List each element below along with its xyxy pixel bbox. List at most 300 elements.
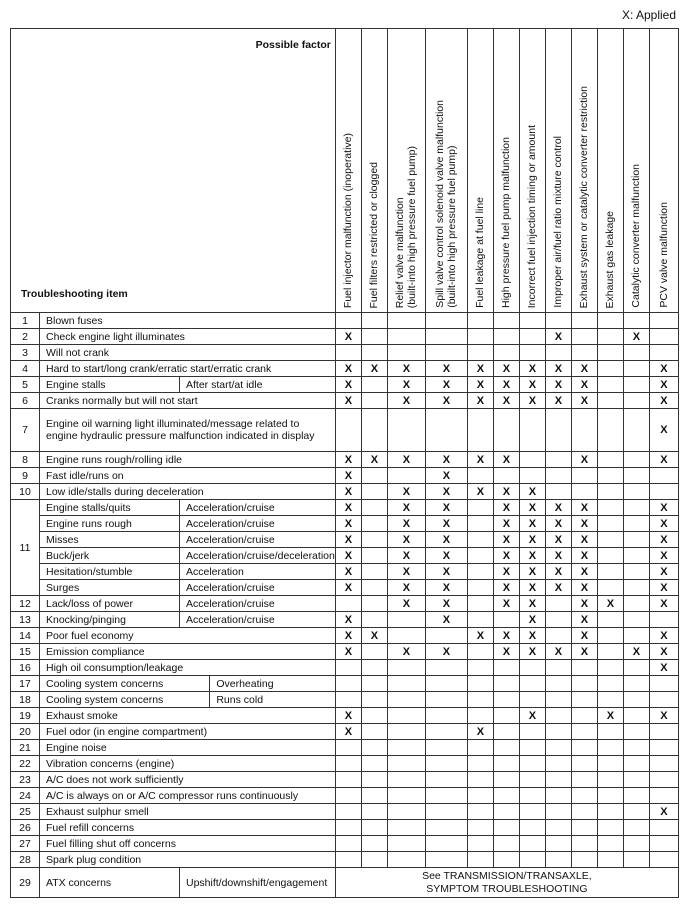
factor-label: Fuel injector malfunction (inoperative) — [342, 132, 355, 308]
mark-cell — [519, 804, 545, 820]
mark-cell — [519, 660, 545, 676]
condition: Acceleration/cruise — [180, 612, 336, 628]
mark-cell: X — [467, 361, 493, 377]
mark-cell: X — [545, 580, 571, 596]
mark-cell — [623, 628, 649, 644]
mark-cell — [335, 852, 361, 868]
mark-cell — [361, 468, 387, 484]
mark-cell — [649, 836, 678, 852]
mark-cell — [467, 756, 493, 772]
troubleshooting-item: Engine runs rough — [40, 516, 180, 532]
mark-cell — [649, 724, 678, 740]
mark-cell — [623, 452, 649, 468]
mark-cell — [519, 820, 545, 836]
mark-cell — [493, 329, 519, 345]
mark-cell — [467, 409, 493, 452]
mark-cell: X — [571, 500, 597, 516]
mark-cell: X — [387, 596, 425, 612]
mark-cell — [387, 345, 425, 361]
mark-cell — [597, 313, 623, 329]
troubleshooting-item: A/C does not work sufficiently — [40, 772, 336, 788]
mark-cell — [387, 468, 425, 484]
mark-cell — [545, 409, 571, 452]
mark-cell — [597, 756, 623, 772]
table-row — [11, 612, 679, 628]
mark-cell — [387, 708, 425, 724]
mark-cell: X — [519, 500, 545, 516]
troubleshooting-item: Engine noise — [40, 740, 336, 756]
mark-cell — [571, 804, 597, 820]
mark-cell — [425, 676, 467, 692]
mark-cell — [597, 788, 623, 804]
table-row — [11, 377, 679, 393]
table-row — [11, 836, 679, 852]
mark-cell — [361, 772, 387, 788]
table-row — [11, 361, 679, 377]
mark-cell: X — [519, 548, 545, 564]
mark-cell — [425, 409, 467, 452]
mark-cell — [467, 644, 493, 660]
table-row — [11, 804, 679, 820]
mark-cell — [649, 756, 678, 772]
mark-cell: X — [335, 644, 361, 660]
mark-cell — [387, 313, 425, 329]
row-number: 7 — [11, 409, 40, 452]
mark-cell: X — [493, 484, 519, 500]
mark-cell — [519, 836, 545, 852]
condition: Acceleration/cruise — [180, 500, 336, 516]
troubleshooting-item: Blown fuses — [40, 313, 336, 329]
mark-cell — [387, 756, 425, 772]
row-number: 26 — [11, 820, 40, 836]
mark-cell: X — [571, 377, 597, 393]
mark-cell — [649, 676, 678, 692]
factor-header-12 — [649, 29, 678, 313]
condition: Acceleration/cruise — [180, 580, 336, 596]
mark-cell — [361, 660, 387, 676]
mark-cell: X — [493, 628, 519, 644]
table-row — [11, 676, 679, 692]
mark-cell — [545, 628, 571, 644]
mark-cell — [519, 452, 545, 468]
table-row — [11, 409, 679, 452]
troubleshooting-item: Misses — [40, 532, 180, 548]
row-number: 5 — [11, 377, 40, 393]
table-row — [11, 468, 679, 484]
mark-cell: X — [425, 361, 467, 377]
troubleshooting-item: Emission compliance — [40, 644, 336, 660]
mark-cell — [467, 660, 493, 676]
row-number: 15 — [11, 644, 40, 660]
mark-cell — [623, 708, 649, 724]
mark-cell — [623, 548, 649, 564]
mark-cell: X — [545, 377, 571, 393]
troubleshooting-item: Engine stalls/quits — [40, 500, 180, 516]
factor-header-9 — [571, 29, 597, 313]
mark-cell: X — [571, 393, 597, 409]
mark-cell — [387, 724, 425, 740]
mark-cell — [493, 772, 519, 788]
factor-label: Improper air/fuel ratio mixture control — [552, 136, 565, 308]
mark-cell — [425, 313, 467, 329]
mark-cell — [467, 804, 493, 820]
troubleshooting-item: Will not crank — [40, 345, 336, 361]
mark-cell: X — [649, 628, 678, 644]
mark-cell: X — [493, 548, 519, 564]
mark-cell: X — [649, 644, 678, 660]
mark-cell: X — [571, 548, 597, 564]
row-number: 6 — [11, 393, 40, 409]
mark-cell — [425, 724, 467, 740]
mark-cell: X — [425, 393, 467, 409]
mark-cell — [493, 820, 519, 836]
row-number: 16 — [11, 660, 40, 676]
troubleshooting-item: Cranks normally but will not start — [40, 393, 336, 409]
troubleshooting-item: Spark plug condition — [40, 852, 336, 868]
mark-cell — [597, 361, 623, 377]
mark-cell: X — [425, 516, 467, 532]
factor-label: PCV valve malfunction — [657, 202, 670, 308]
table-row — [11, 548, 679, 564]
condition: After start/at idle — [180, 377, 336, 393]
mark-cell: X — [545, 393, 571, 409]
mark-cell — [387, 804, 425, 820]
mark-cell — [361, 676, 387, 692]
mark-cell: X — [571, 564, 597, 580]
mark-cell — [623, 756, 649, 772]
mark-cell: X — [467, 377, 493, 393]
mark-cell — [545, 788, 571, 804]
mark-cell — [597, 393, 623, 409]
mark-cell: X — [387, 500, 425, 516]
condition: Acceleration/cruise — [180, 516, 336, 532]
mark-cell — [545, 345, 571, 361]
mark-cell — [493, 740, 519, 756]
mark-cell — [519, 676, 545, 692]
table-row — [11, 329, 679, 345]
mark-cell — [467, 708, 493, 724]
mark-cell: X — [425, 580, 467, 596]
mark-cell: X — [335, 452, 361, 468]
row-number: 8 — [11, 452, 40, 468]
mark-cell — [361, 644, 387, 660]
mark-cell — [467, 692, 493, 708]
mark-cell — [649, 852, 678, 868]
mark-cell: X — [335, 548, 361, 564]
mark-cell: X — [623, 329, 649, 345]
mark-cell — [597, 740, 623, 756]
mark-cell: X — [571, 452, 597, 468]
table-row — [11, 708, 679, 724]
mark-cell — [571, 484, 597, 500]
mark-cell — [361, 804, 387, 820]
mark-cell — [571, 409, 597, 452]
mark-cell — [467, 740, 493, 756]
troubleshooting-item: Engine oil warning light illuminated/message related to engine hydraulic pressure malfunction indicated in display — [40, 409, 336, 452]
condition: Runs cold — [210, 692, 336, 708]
condition: Upshift/downshift/engagement — [180, 868, 336, 898]
row-number: 18 — [11, 692, 40, 708]
mark-cell — [597, 692, 623, 708]
mark-cell — [467, 313, 493, 329]
header-row — [11, 29, 679, 313]
mark-cell — [597, 452, 623, 468]
row-number: 24 — [11, 788, 40, 804]
row-number: 23 — [11, 772, 40, 788]
mark-cell: X — [335, 500, 361, 516]
mark-cell — [425, 820, 467, 836]
mark-cell: X — [335, 377, 361, 393]
mark-cell — [493, 852, 519, 868]
mark-cell: X — [387, 361, 425, 377]
mark-cell — [335, 596, 361, 612]
row-number: 28 — [11, 852, 40, 868]
mark-cell: X — [519, 580, 545, 596]
row-number: 13 — [11, 612, 40, 628]
mark-cell: X — [545, 644, 571, 660]
mark-cell — [335, 788, 361, 804]
mark-cell — [545, 452, 571, 468]
mark-cell — [467, 772, 493, 788]
mark-cell: X — [545, 500, 571, 516]
row-number: 25 — [11, 804, 40, 820]
mark-cell — [597, 345, 623, 361]
mark-cell — [597, 612, 623, 628]
row-number: 4 — [11, 361, 40, 377]
mark-cell: X — [387, 644, 425, 660]
mark-cell — [597, 409, 623, 452]
row-number: 17 — [11, 676, 40, 692]
mark-cell: X — [519, 484, 545, 500]
troubleshooting-item: Lack/loss of power — [40, 596, 180, 612]
mark-cell — [545, 804, 571, 820]
mark-cell: X — [387, 377, 425, 393]
mark-cell: X — [545, 329, 571, 345]
mark-cell: X — [597, 596, 623, 612]
mark-cell — [571, 468, 597, 484]
mark-cell: X — [571, 516, 597, 532]
mark-cell: X — [649, 708, 678, 724]
mark-cell — [467, 596, 493, 612]
mark-cell — [649, 788, 678, 804]
mark-cell — [597, 644, 623, 660]
factor-header-2 — [361, 29, 387, 313]
mark-cell: X — [467, 628, 493, 644]
mark-cell: X — [493, 596, 519, 612]
mark-cell: X — [425, 500, 467, 516]
mark-cell — [623, 393, 649, 409]
mark-cell — [387, 676, 425, 692]
mark-cell — [387, 329, 425, 345]
mark-cell — [493, 756, 519, 772]
mark-cell: X — [649, 409, 678, 452]
mark-cell — [467, 564, 493, 580]
mark-cell — [519, 313, 545, 329]
mark-cell — [649, 692, 678, 708]
mark-cell: X — [519, 532, 545, 548]
mark-cell — [425, 740, 467, 756]
mark-cell — [545, 756, 571, 772]
mark-cell — [387, 409, 425, 452]
mark-cell — [361, 409, 387, 452]
troubleshooting-item: Cooling system concerns — [40, 676, 210, 692]
mark-cell — [467, 580, 493, 596]
mark-cell — [649, 345, 678, 361]
mark-cell: X — [467, 393, 493, 409]
mark-cell: X — [493, 452, 519, 468]
mark-cell — [493, 788, 519, 804]
mark-cell — [571, 740, 597, 756]
mark-cell: X — [335, 532, 361, 548]
mark-cell — [649, 484, 678, 500]
table-row — [11, 516, 679, 532]
troubleshooting-item: Fuel refill concerns — [40, 820, 336, 836]
table-row — [11, 724, 679, 740]
mark-cell — [545, 313, 571, 329]
factor-label: Fuel leakage at fuel line — [474, 197, 487, 308]
mark-cell — [387, 836, 425, 852]
mark-cell — [623, 377, 649, 393]
mark-cell — [649, 468, 678, 484]
mark-cell: X — [335, 516, 361, 532]
mark-cell: X — [387, 452, 425, 468]
mark-cell — [519, 468, 545, 484]
mark-cell — [571, 724, 597, 740]
mark-cell — [519, 788, 545, 804]
mark-cell — [361, 484, 387, 500]
mark-cell: X — [335, 708, 361, 724]
mark-cell — [467, 820, 493, 836]
mark-cell — [597, 852, 623, 868]
mark-cell: X — [335, 628, 361, 644]
mark-cell: X — [387, 580, 425, 596]
mark-cell — [361, 612, 387, 628]
mark-cell — [623, 532, 649, 548]
table-row — [11, 852, 679, 868]
mark-cell — [597, 484, 623, 500]
troubleshooting-item: Cooling system concerns — [40, 692, 210, 708]
mark-cell — [545, 852, 571, 868]
mark-cell — [571, 836, 597, 852]
mark-cell — [467, 676, 493, 692]
mark-cell — [361, 756, 387, 772]
mark-cell: X — [335, 580, 361, 596]
mark-cell: X — [335, 393, 361, 409]
factor-label: Catalytic converter malfunction — [630, 164, 643, 308]
mark-cell: X — [425, 377, 467, 393]
mark-cell: X — [335, 329, 361, 345]
table-row — [11, 345, 679, 361]
mark-cell — [335, 740, 361, 756]
mark-cell: X — [649, 452, 678, 468]
mark-cell — [545, 708, 571, 724]
troubleshooting-item: Fuel filling shut off concerns — [40, 836, 336, 852]
mark-cell: X — [545, 532, 571, 548]
mark-cell — [361, 692, 387, 708]
mark-cell — [649, 612, 678, 628]
mark-cell — [361, 564, 387, 580]
mark-cell — [361, 596, 387, 612]
mark-cell — [519, 409, 545, 452]
mark-cell — [519, 345, 545, 361]
mark-cell — [623, 409, 649, 452]
mark-cell — [545, 740, 571, 756]
table-row — [11, 788, 679, 804]
mark-cell — [623, 836, 649, 852]
mark-cell — [493, 804, 519, 820]
mark-cell: X — [649, 548, 678, 564]
mark-cell — [545, 772, 571, 788]
mark-cell — [335, 804, 361, 820]
mark-cell — [623, 361, 649, 377]
mark-cell — [425, 852, 467, 868]
mark-cell: X — [361, 361, 387, 377]
mark-cell — [519, 740, 545, 756]
mark-cell — [335, 772, 361, 788]
table-row — [11, 868, 679, 898]
table-row — [11, 756, 679, 772]
mark-cell: X — [361, 452, 387, 468]
mark-cell: X — [335, 564, 361, 580]
mark-cell: X — [545, 516, 571, 532]
mark-cell: X — [519, 628, 545, 644]
mark-cell — [623, 500, 649, 516]
mark-cell — [425, 772, 467, 788]
mark-cell: X — [361, 628, 387, 644]
mark-cell: X — [649, 564, 678, 580]
mark-cell: X — [493, 532, 519, 548]
row-number: 19 — [11, 708, 40, 724]
table-row — [11, 596, 679, 612]
factor-header-4 — [425, 29, 467, 313]
mark-cell — [545, 596, 571, 612]
mark-cell — [623, 612, 649, 628]
mark-cell — [425, 660, 467, 676]
row-number: 2 — [11, 329, 40, 345]
mark-cell: X — [335, 361, 361, 377]
troubleshooting-item: Exhaust sulphur smell — [40, 804, 336, 820]
mark-cell: X — [493, 500, 519, 516]
mark-cell — [361, 788, 387, 804]
table-row — [11, 484, 679, 500]
mark-cell: X — [519, 393, 545, 409]
troubleshooting-table — [10, 28, 679, 898]
mark-cell — [597, 329, 623, 345]
mark-cell — [623, 676, 649, 692]
mark-cell — [597, 468, 623, 484]
mark-cell: X — [387, 393, 425, 409]
factor-label: High pressure fuel pump malfunction — [500, 136, 513, 308]
factor-header-5 — [467, 29, 493, 313]
row-number: 10 — [11, 484, 40, 500]
troubleshooting-item: Engine runs rough/rolling idle — [40, 452, 336, 468]
mark-cell: X — [425, 532, 467, 548]
mark-cell: X — [519, 596, 545, 612]
mark-cell — [623, 692, 649, 708]
mark-cell — [571, 820, 597, 836]
table-row — [11, 740, 679, 756]
legend: X: Applied — [621, 8, 676, 22]
mark-cell — [467, 788, 493, 804]
mark-cell — [623, 468, 649, 484]
factor-header-10 — [597, 29, 623, 313]
mark-cell — [545, 660, 571, 676]
mark-cell — [649, 329, 678, 345]
header-label-cell — [11, 29, 336, 313]
table-row — [11, 564, 679, 580]
mark-cell: X — [467, 724, 493, 740]
mark-cell: X — [571, 644, 597, 660]
